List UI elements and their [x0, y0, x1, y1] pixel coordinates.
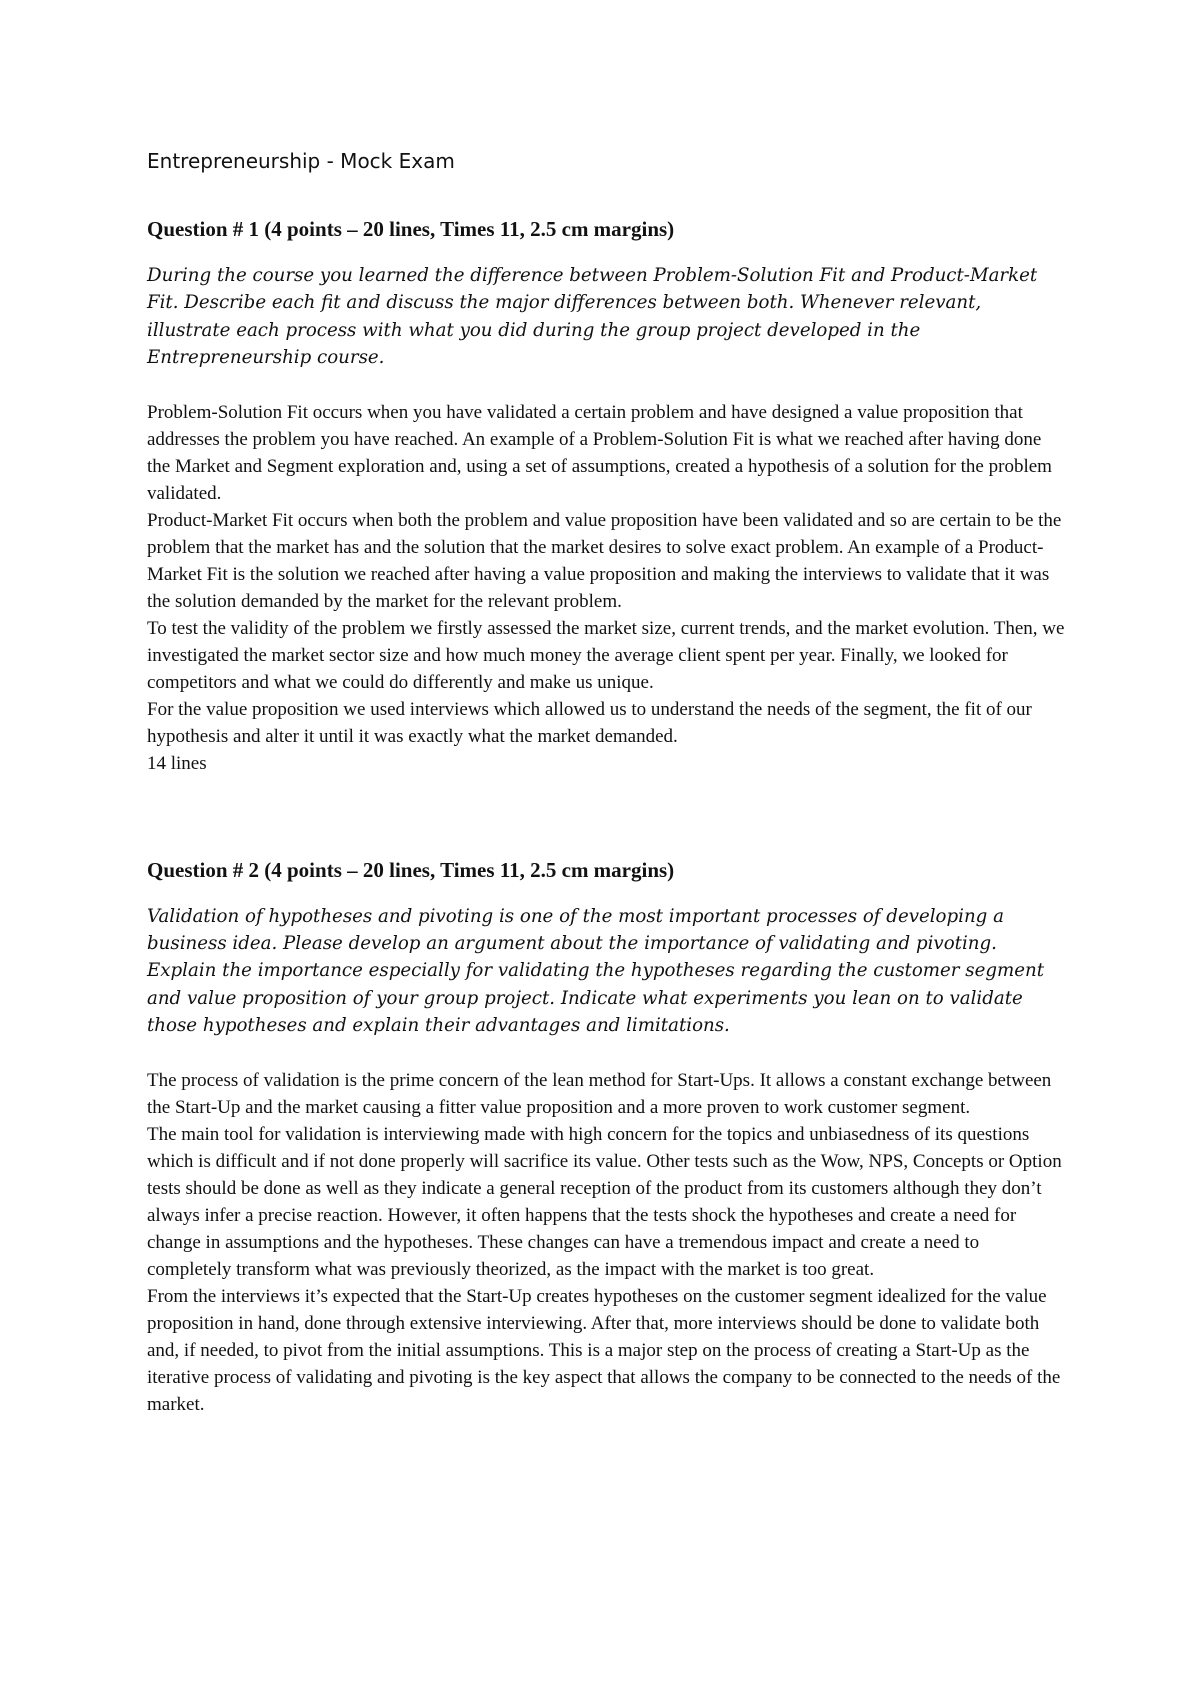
- question-2-heading: Question # 2 (4 points – 20 lines, Times 11, 2.5 cm margins): [147, 857, 675, 882]
- answer-paragraph: To test the validity of the problem we firstly assessed the market size, current trends, and the market evolution. Then, we investigated the market sector size and how much money the average client spent per year. Finally, we looked for competitors and what we could do differently and make us unique.: [147, 617, 1065, 693]
- question-1-section: [147, 216, 1067, 777]
- section-spacer: [147, 777, 1067, 857]
- answer-paragraph: The process of validation is the prime concern of the lean method for Start-Ups. It allows a constant exchange between the Start-Up and the market causing a fitter value proposition and a more proven to work customer segment.: [147, 1069, 1052, 1118]
- answer-paragraph: Problem-Solution Fit occurs when you have validated a certain problem and have designed a value proposition that addresses the problem you have reached. An example of a Problem-Solution Fit is what we reached after having done the Market and Segment exploration and, using a set of assumptions, created a hypothesis of a solution for the problem validated.: [147, 401, 1052, 504]
- question-2-answer: [147, 1067, 1067, 1418]
- document-page: [147, 148, 1067, 1418]
- answer-paragraph: For the value proposition we used interviews which allowed us to understand the needs of the segment, the fit of our hypothesis and alter it until it was exactly what the market demanded.: [147, 698, 1032, 747]
- question-2-section: [147, 857, 1067, 1418]
- answer-paragraph: From the interviews it’s expected that the Start-Up creates hypotheses on the customer segment idealized for the value proposition in hand, done through extensive interviewing. After that, more interviews should be done to validate both and, if needed, to pivot from the initial assumptions. This is a major step on the process of creating a Start-Up as the iterative process of validating and pivoting is the key aspect that allows the company to be connected to the needs of the market.: [147, 1285, 1061, 1415]
- question-1-answer: [147, 399, 1067, 777]
- answer-paragraph: The main tool for validation is interviewing made with high concern for the topics and unbiasedness of its questions which is difficult and if not done properly will sacrifice its value. Other tests such as the Wow, NPS, Concepts or Option tests should be done as well as they indicate a general reception of the product from its customers although they don’t always infer a precise reaction. However, it often happens that the tests shock the hypotheses and create a need for change in assumptions and the hypotheses. These changes can have a tremendous impact and create a need to completely transform what was previously theorized, as the impact with the market is too great.: [147, 1123, 1062, 1280]
- line-count-note: 14 lines: [147, 752, 207, 774]
- question-1-prompt: During the course you learned the difference between Problem-Solution Fit and Product-Market Fit. Describe each fit and discuss the major differences between both. Whenever relevant, illustrate each process with what you did during the group project developed in the Entrepreneurship course.: [147, 265, 1038, 369]
- answer-paragraph: Product-Market Fit occurs when both the problem and value proposition have been validated and so are certain to be the problem that the market has and the solution that the market desires to solve exact problem. An example of a Product-Market Fit is the solution we reached after having a value proposition and making the interviews to validate that it was the solution demanded by the market for the relevant problem.: [147, 509, 1062, 612]
- document-title: Entrepreneurship - Mock Exam: [147, 149, 455, 173]
- question-2-prompt: Validation of hypotheses and pivoting is one of the most important processes of developing a business idea. Please develop an argument about the importance of validating and pivoting. Explain the importance especially for validating the hypotheses regarding the customer segment and value proposition of your group project. Indicate what experiments you lean on to validate those hypotheses and explain their advantages and limitations.: [147, 905, 1045, 1037]
- question-1-heading: Question # 1 (4 points – 20 lines, Times 11, 2.5 cm margins): [147, 217, 675, 241]
